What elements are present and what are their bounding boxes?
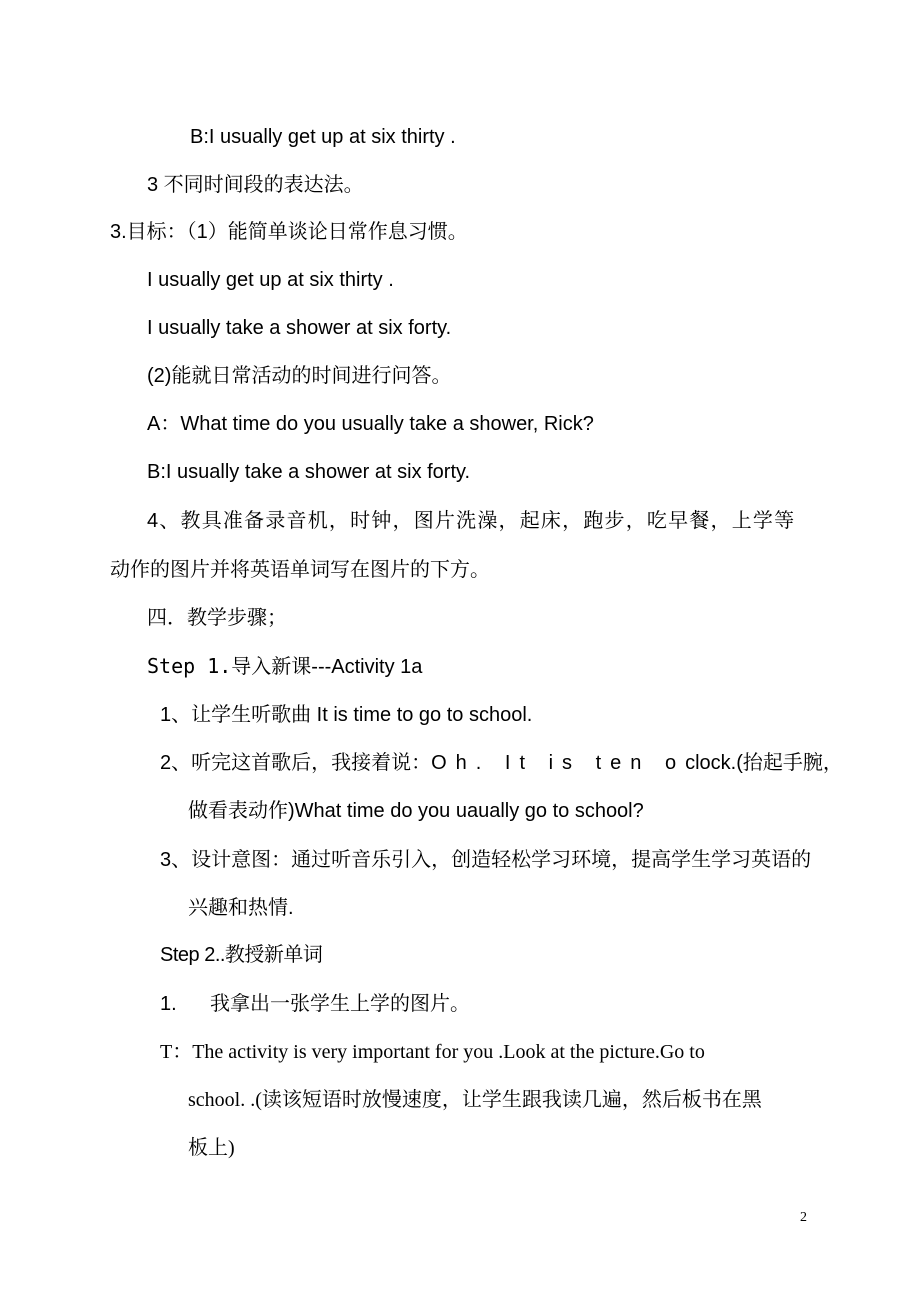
step-2-item-1	[160, 990, 470, 1018]
step-1-item-1: 1、让学生听歌曲 It is time to go to school.	[160, 704, 533, 726]
step-1-item-2-spoken: Oh. It is ten o	[431, 752, 686, 774]
section-4-continued: 动作的图片并将英语单词写在图片的下方。	[110, 559, 490, 581]
section-four-heading: 四．教学步骤；	[147, 607, 287, 629]
step-1-item-3: 3、设计意图：通过听音乐引入，创造轻松学习环境，提高学生学习英语的	[160, 849, 812, 871]
section-4-teaching-aids: 4、教具准备录音机，时钟，图片洗澡，起床，跑步，吃早餐，上学等	[147, 510, 796, 532]
step-1-label: Step 1.	[147, 654, 232, 678]
teacher-line: T：The activity is very important for you .Look at the picture.Go to	[160, 1041, 705, 1063]
step-2-heading: Step 2..教授新单词	[160, 944, 323, 966]
objective-2: (2)能就日常活动的时间进行问答。	[147, 365, 452, 387]
step-1-title: 导入新课---Activity 1a	[231, 656, 423, 678]
teacher-line-continued: school. .(读该短语时放慢速度，让学生跟我读几遍，然后板书在黑	[188, 1089, 762, 1111]
item-3-time-expressions: 3 不同时间段的表达法。	[147, 174, 364, 196]
step-1-item-2-lead: 2、听完这首歌后，我接着说：	[160, 752, 432, 774]
page-number: 2	[800, 1210, 807, 1225]
example-take-shower: I usually take a shower at six forty.	[147, 317, 452, 339]
step-1-item-3-continued: 兴趣和热情.	[188, 897, 294, 919]
step-1-item-2	[160, 749, 843, 777]
section-3-objectives: 3.目标：（1）能简单谈论日常作息习惯。	[110, 221, 468, 243]
step-1-item-2-rest: clock.(抬起手腕，	[685, 752, 843, 774]
dialog-line-b-get-up: B:I usually get up at six thirty .	[190, 126, 456, 148]
step-2-item-1-number: 1.	[160, 993, 177, 1015]
step-1-item-2-continued: 做看表动作)What time do you uaually go to school?	[188, 800, 644, 822]
dialog-line-b-shower: B:I usually take a shower at six forty.	[147, 461, 471, 483]
dialog-line-a-question: A：What time do you usually take a shower, Rick?	[147, 413, 594, 435]
step-1-heading	[147, 652, 422, 681]
teacher-line-end: 板上)	[188, 1137, 235, 1159]
step-2-item-1-text: 我拿出一张学生上学的图片。	[210, 993, 470, 1015]
example-get-up: I usually get up at six thirty .	[147, 269, 394, 291]
